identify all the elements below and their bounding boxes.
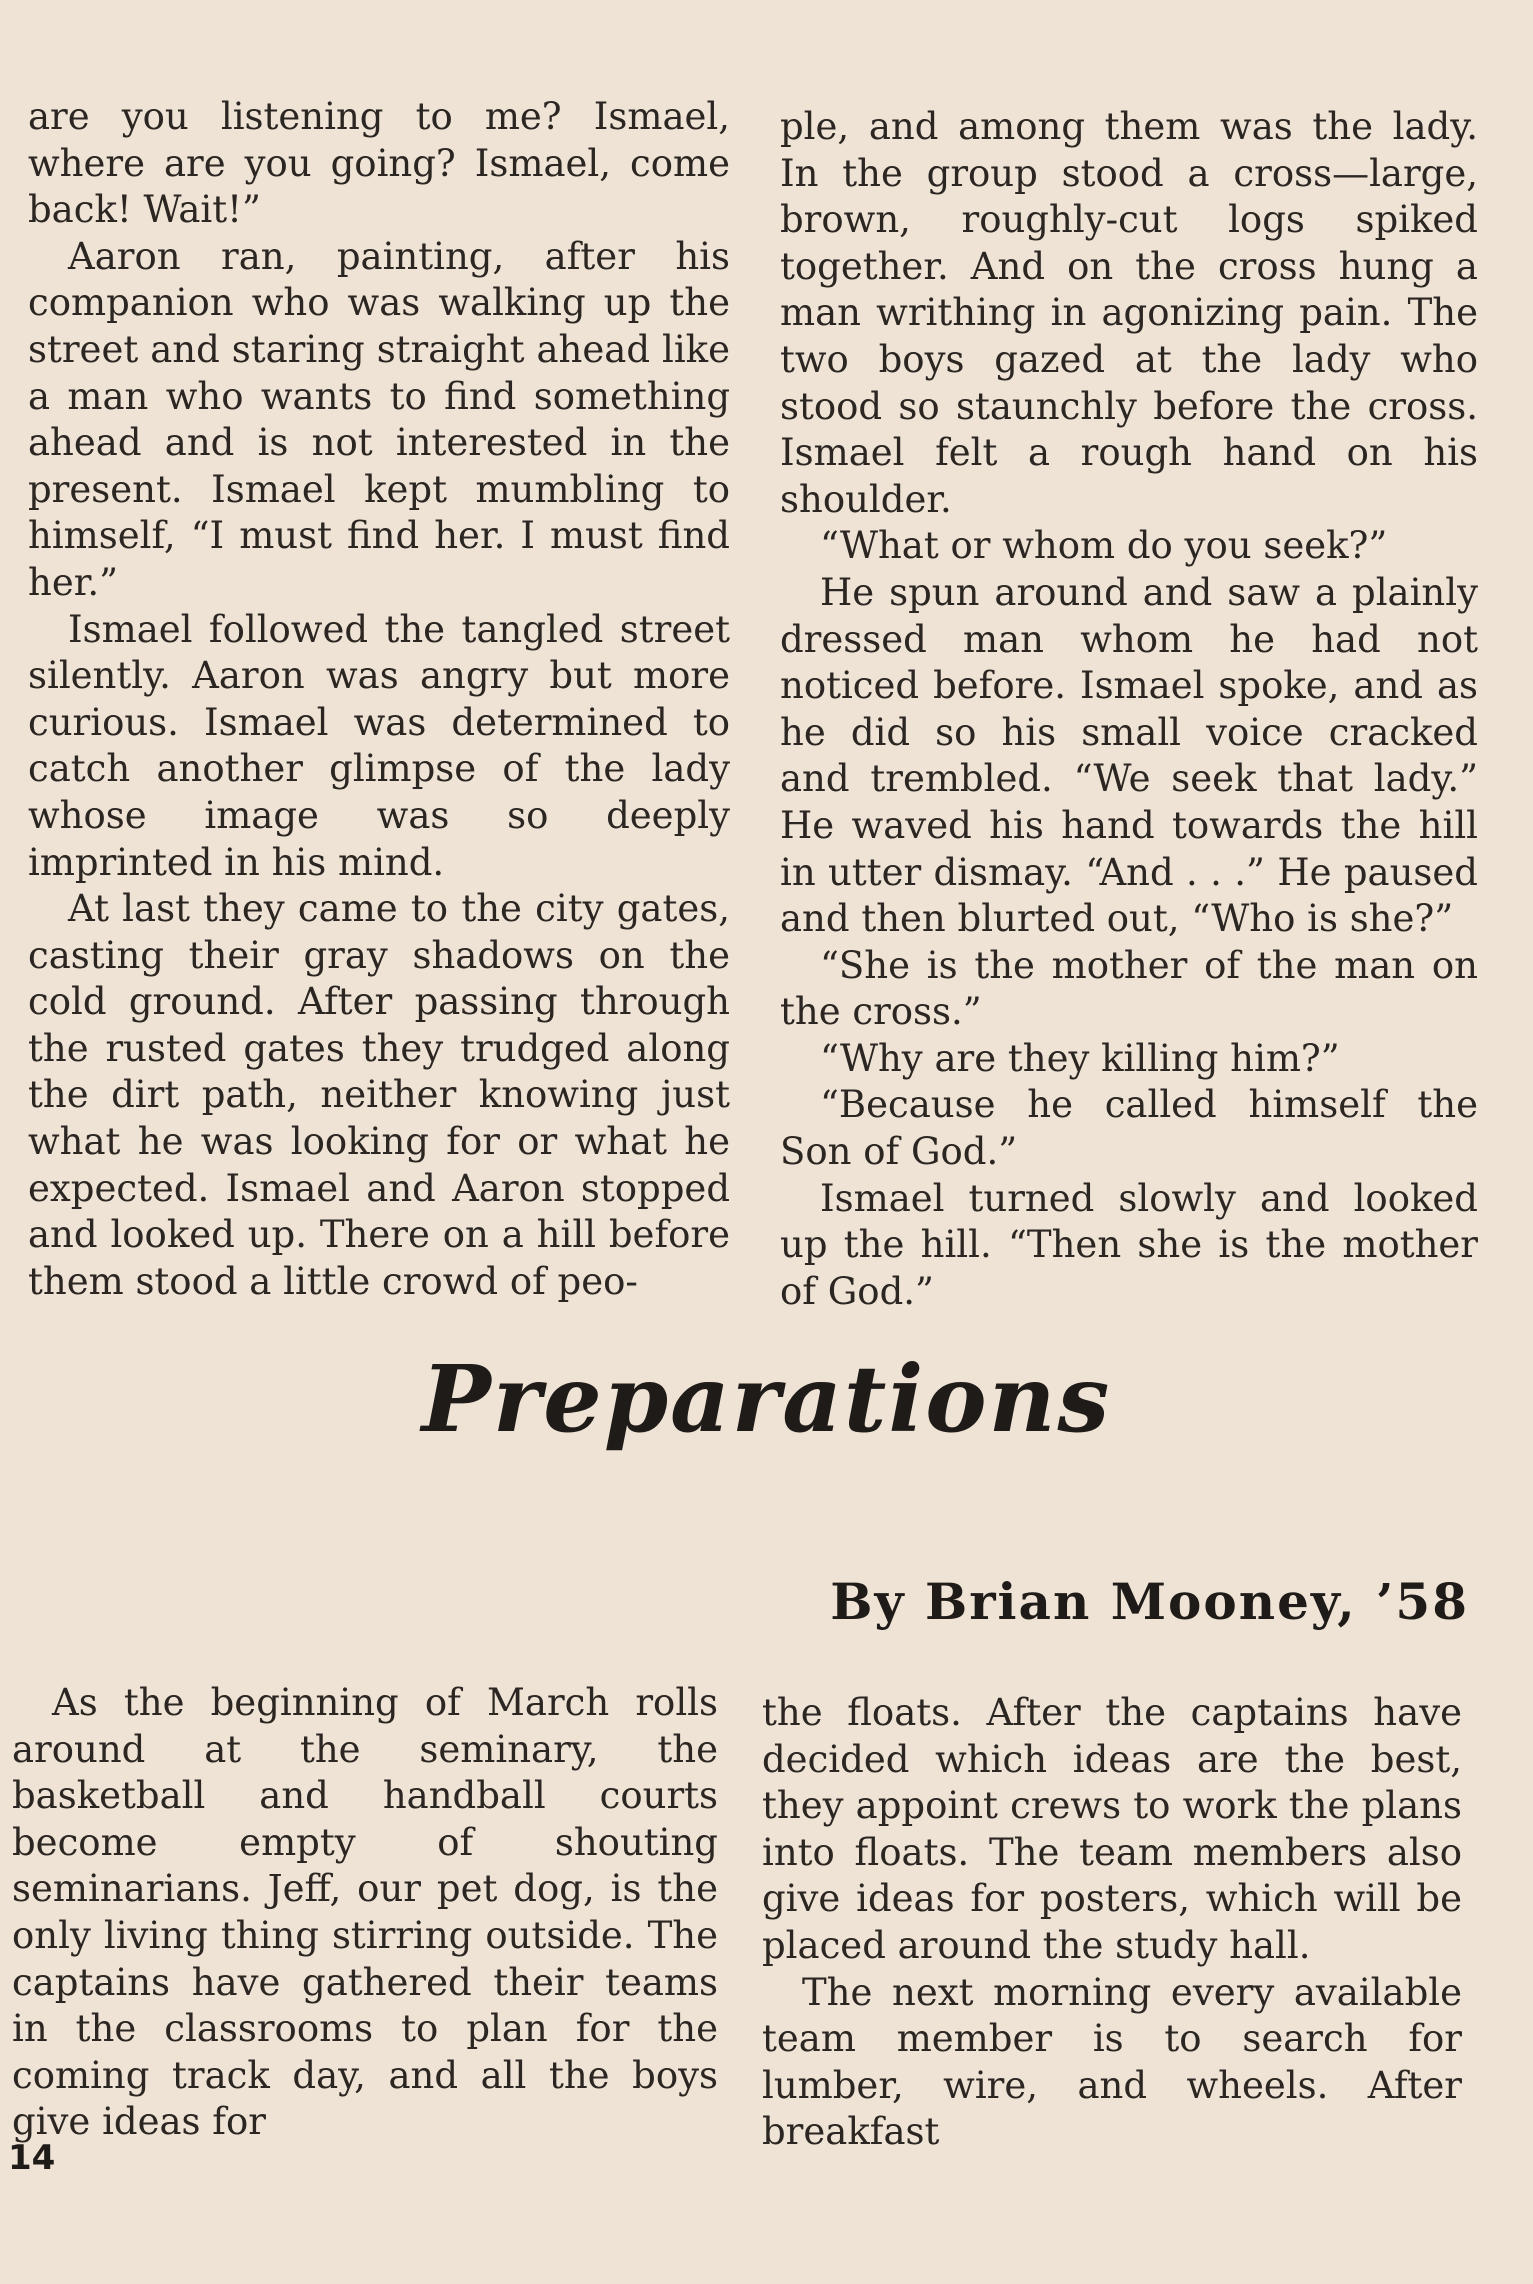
story-paragraph: He spun around and saw a plainly dressed man whom he had not noticed before. Ismael spoke, and as he did so his small voice cracked and trembled. “We seek that lady.” He waved his hand towards the hill in utter dismay. “And . . .” He paused and then blurted out, “Who is she?”: [780, 570, 1478, 941]
article-left-column: [12, 1680, 718, 2146]
article-paragraph: As the beginning of March rolls around at the seminary, the basketball and handball courts become empty of shouting seminarians. Jeff, our pet dog, is the only living thing stirring outside. The captains have gathered their teams in the classrooms to plan for the coming track day, and all the boys give ideas for: [12, 1681, 718, 2144]
story-paragraph: “What or whom do you seek?”: [820, 524, 1388, 568]
story-paragraph: At last they came to the city gates, casting their gray shadows on the cold ground. After passing through the rusted gates they trudged along the dirt path, neither knowing just what he was looking for or what he expected. Ismael and Aaron stopped and looked up. There on a hill before them stood a little crowd of peo-: [28, 887, 730, 1303]
story-paragraph: are you listening to me? Ismael, where are you going? Ismael, come back! Wait!”: [28, 95, 730, 232]
story-paragraph: Ismael turned slowly and looked up the hill. “Then she is the mother of God.”: [780, 1176, 1478, 1313]
article-paragraph: the floats. After the captains have decided which ideas are the best, they appoint crews to work the plans into floats. The team members also give ideas for posters, which will be placed around the study hall.: [762, 1691, 1462, 1967]
story-paragraph: ple, and among them was the lady. In the group stood a cross—large, brown, roughly-cut logs spiked together. And on the cross hung a man writhing in agonizing pain. The two boys gazed at the lady who stood so staunchly before the cross. Ismael felt a rough hand on his shoulder.: [780, 105, 1478, 521]
article-paragraph: The next morning every available team member is to search for lumber, wire, and wheels. After breakfast: [762, 1970, 1462, 2154]
story-paragraph: “She is the mother of the man on the cross.”: [780, 943, 1478, 1034]
story-left-column: [28, 94, 730, 1305]
article-right-column: [762, 1690, 1462, 2156]
story-paragraph: Aaron ran, painting, after his companion who was walking up the street and staring straight ahead like a man who wants to find something ahead and is not interested in the present. Ismael kept mumbling to himself, “I must find her. I must find her.”: [28, 234, 730, 604]
page-number: 14: [8, 2138, 56, 2178]
story-paragraph: Ismael followed the tangled street silently. Aaron was angry but more curious. Ismael was determined to catch another glimpse of the lady whose image was so deeply imprinted in his mind.: [28, 607, 730, 884]
story-paragraph: “Why are they killing him?”: [820, 1036, 1340, 1080]
story-paragraph: “Because he called himself the Son of God.”: [780, 1083, 1478, 1174]
article-title: Preparations: [421, 1345, 1112, 1453]
article-byline: By Brian Mooney, ’58: [830, 1572, 1469, 1631]
story-right-column: [780, 104, 1478, 1315]
